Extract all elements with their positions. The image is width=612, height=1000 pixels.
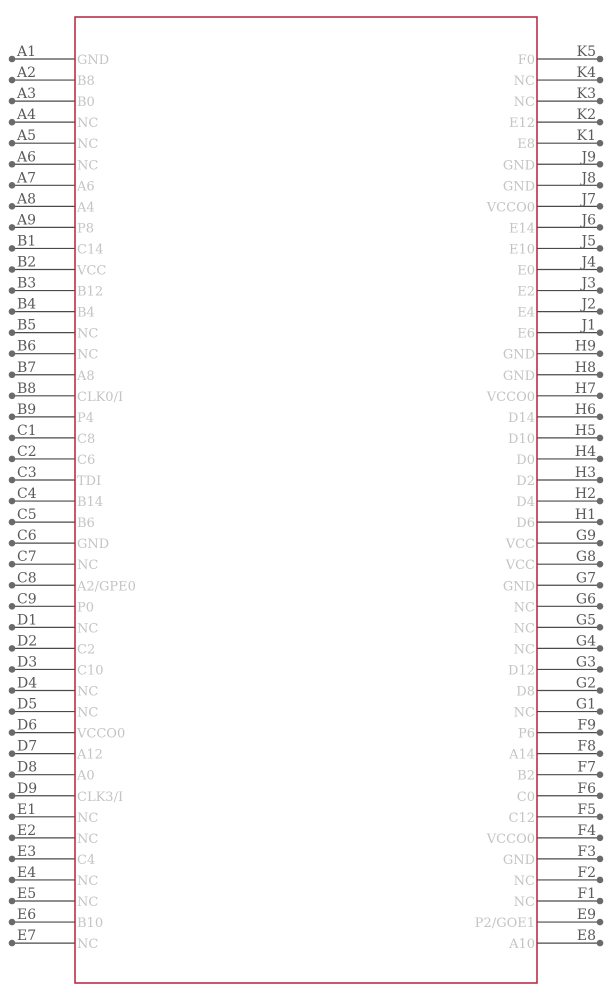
pin-name: VCC [505, 558, 535, 574]
pin-number: A9 [17, 212, 37, 229]
left-pin-column [9, 44, 136, 952]
pin-number: K3 [576, 86, 596, 103]
pin-number: C2 [17, 443, 37, 460]
pin-name: P2/GOE1 [474, 916, 535, 932]
pin-number: J6 [581, 212, 596, 229]
pin-name: C12 [508, 810, 535, 826]
pin-number: B3 [17, 275, 37, 292]
pin-number: B1 [17, 233, 37, 250]
pin-name: NC [513, 600, 535, 616]
pin-number: D1 [17, 612, 38, 629]
pin-endpoint [9, 687, 16, 694]
pin-name: D12 [508, 663, 535, 679]
pin-endpoint [9, 771, 16, 778]
pin-e7 [9, 928, 99, 952]
pin-number: F4 [577, 822, 596, 839]
pin-number: G2 [575, 675, 596, 692]
pin-name: B0 [77, 95, 95, 111]
pin-number: A1 [17, 44, 37, 60]
pin-name: VCC [505, 537, 535, 553]
pin-name: D4 [516, 495, 535, 511]
pin-endpoint [9, 266, 16, 273]
pin-endpoint [597, 835, 604, 842]
pin-endpoint [9, 203, 16, 210]
pin-name: B8 [77, 74, 95, 90]
pin-name: A8 [77, 368, 95, 384]
pin-name: E6 [517, 326, 535, 342]
pin-name: A2/GPE0 [77, 579, 136, 595]
pin-endpoint [9, 877, 16, 884]
pin-name: NC [77, 558, 99, 574]
pin-endpoint [9, 414, 16, 421]
pin-number: A7 [17, 170, 37, 187]
pin-endpoint [597, 708, 604, 715]
pin-number: E5 [17, 886, 37, 902]
pin-name: NC [77, 895, 99, 910]
pin-name: NC [77, 873, 99, 889]
pin-number: E2 [17, 822, 37, 839]
pin-number: J3 [581, 275, 596, 292]
pin-number: C1 [17, 422, 37, 439]
pin-name: CLK0/I [77, 389, 124, 405]
pin-name: GND [502, 179, 535, 195]
pin-number: F9 [577, 717, 596, 734]
pin-endpoint [9, 456, 16, 463]
pin-number: K2 [576, 107, 596, 124]
pin-endpoint [597, 645, 604, 652]
pin-name: B12 [77, 284, 104, 300]
pin-endpoint [597, 814, 604, 821]
pin-number: B5 [17, 317, 37, 334]
pin-name: P0 [77, 600, 95, 616]
pin-endpoint [9, 77, 16, 84]
pin-number: J8 [581, 170, 596, 187]
pin-number: E3 [17, 843, 37, 860]
pin-number: F1 [577, 886, 596, 902]
pin-name: NC [513, 873, 535, 889]
pin-number: H8 [574, 359, 596, 376]
pin-number: H3 [574, 465, 596, 481]
pin-endpoint [597, 98, 604, 105]
pin-name: VCC [77, 263, 107, 279]
pin-endpoint [597, 792, 604, 799]
pin-name: E2 [517, 284, 535, 300]
pin-name: NC [513, 705, 535, 721]
pin-name: NC [77, 326, 99, 342]
pin-name: VCCO0 [77, 726, 126, 742]
pin-number: A5 [17, 128, 37, 145]
pin-number: G5 [575, 612, 596, 629]
pin-name: B6 [77, 516, 95, 532]
pin-number: B2 [17, 254, 37, 271]
pin-endpoint [597, 435, 604, 442]
pin-endpoint [597, 119, 604, 126]
pin-endpoint [597, 245, 604, 252]
pin-number: B4 [17, 296, 37, 313]
pin-name: C0 [516, 789, 535, 805]
pin-endpoint [9, 498, 16, 505]
pin-endpoint [9, 561, 16, 568]
pin-name: NC [77, 116, 99, 132]
pin-number: F6 [577, 780, 596, 797]
pin-endpoint [9, 519, 16, 526]
pin-number: G7 [575, 570, 596, 587]
pin-endpoint [597, 582, 604, 589]
pin-number: F5 [577, 801, 596, 818]
pin-name: A4 [77, 200, 95, 216]
pin-number: D8 [17, 759, 38, 776]
pin-name: NC [513, 621, 535, 637]
pin-name: C10 [77, 663, 104, 679]
pin-name: P6 [517, 726, 535, 742]
pin-name: GND [502, 347, 535, 363]
pin-endpoint [597, 203, 604, 210]
pin-endpoint [597, 414, 604, 421]
pin-number: F2 [577, 864, 596, 881]
pin-endpoint [597, 603, 604, 610]
pin-endpoint [597, 477, 604, 484]
pin-endpoint [597, 350, 604, 357]
pin-endpoint [597, 56, 604, 63]
pin-number: C4 [17, 486, 37, 503]
pin-number: D2 [17, 633, 38, 650]
pin-endpoint [9, 645, 16, 652]
pin-number: B7 [17, 359, 37, 376]
pin-number: H6 [574, 401, 596, 418]
pin-name: NC [77, 705, 99, 721]
pin-number: E9 [576, 907, 596, 924]
pin-number: A6 [17, 149, 37, 166]
pin-number: K4 [576, 65, 596, 82]
pin-number: A8 [17, 191, 37, 208]
pin-name: B10 [77, 916, 104, 932]
pin-number: A2 [17, 65, 37, 82]
pin-name: CLK3/I [77, 789, 124, 805]
pin-endpoint [597, 940, 604, 947]
pin-endpoint [9, 835, 16, 842]
pin-endpoint [597, 182, 604, 189]
ic-body-outline [75, 17, 537, 983]
pin-number: B8 [17, 380, 37, 397]
pin-number: H1 [574, 507, 596, 524]
pin-number: E7 [17, 928, 37, 945]
pin-name: GND [77, 537, 110, 553]
pin-name: NC [77, 831, 99, 847]
pin-number: F7 [577, 759, 596, 776]
pin-name: C6 [77, 452, 96, 468]
pin-number: D5 [17, 696, 38, 713]
pin-endpoint [597, 498, 604, 505]
pin-endpoint [597, 771, 604, 778]
pin-endpoint [9, 161, 16, 168]
pin-name: GND [502, 368, 535, 384]
pin-endpoint [9, 393, 16, 400]
pin-number: D7 [17, 738, 38, 755]
pin-number: J5 [581, 233, 596, 250]
pin-number: H2 [574, 486, 596, 503]
pin-endpoint [597, 687, 604, 694]
pin-endpoint [597, 456, 604, 463]
pin-endpoint [9, 435, 16, 442]
pin-name: NC [513, 95, 535, 111]
pin-number: K5 [576, 44, 596, 60]
pin-name: GND [502, 158, 535, 174]
pin-name: D2 [516, 474, 535, 489]
pin-endpoint [597, 77, 604, 84]
pin-name: D10 [508, 431, 535, 447]
pin-endpoint [597, 266, 604, 273]
pin-name: GND [77, 53, 110, 68]
pin-number: J2 [581, 296, 596, 313]
pin-endpoint [9, 919, 16, 926]
pin-endpoint [9, 245, 16, 252]
pin-name: NC [77, 137, 99, 153]
pin-endpoint [9, 540, 16, 547]
pin-name: A10 [509, 937, 535, 953]
pin-name: NC [77, 158, 99, 174]
pin-name: E8 [517, 137, 535, 153]
right-pin-column [475, 44, 604, 952]
pin-number: E1 [17, 801, 37, 818]
pin-name: NC [77, 621, 99, 637]
pin-endpoint [9, 140, 16, 147]
pin-endpoint [597, 224, 604, 231]
pin-number: H7 [574, 380, 596, 397]
pin-endpoint [9, 119, 16, 126]
pin-name: A0 [77, 768, 95, 784]
pin-number: G4 [575, 633, 596, 650]
pin-endpoint [597, 329, 604, 336]
pin-name: C14 [77, 242, 104, 258]
pin-number: C5 [17, 507, 37, 524]
pin-endpoint [597, 877, 604, 884]
pin-number: D3 [17, 654, 38, 671]
pin-number: A4 [17, 107, 37, 124]
pin-endpoint [9, 582, 16, 589]
pin-endpoint [9, 814, 16, 821]
pin-endpoint [9, 329, 16, 336]
pin-number: C3 [17, 465, 37, 481]
pin-name: GND [502, 852, 535, 868]
pin-endpoint [9, 898, 16, 905]
pin-endpoint [9, 603, 16, 610]
pin-name: E4 [517, 305, 535, 321]
pin-name: A14 [509, 747, 535, 763]
pin-name: NC [513, 895, 535, 910]
pin-endpoint [9, 477, 16, 484]
pin-number: D4 [17, 675, 38, 692]
pin-endpoint [9, 750, 16, 757]
pin-name: C8 [77, 431, 96, 447]
pin-number: A3 [17, 86, 37, 103]
pin-name: TDI [77, 474, 102, 489]
pin-name: C4 [77, 852, 96, 868]
pin-number: D9 [17, 780, 38, 797]
pin-number: F3 [577, 843, 596, 860]
pin-endpoint [9, 350, 16, 357]
pin-name: VCCO0 [486, 831, 535, 847]
pin-endpoint [597, 856, 604, 863]
pin-endpoint [9, 308, 16, 315]
pin-endpoint [9, 224, 16, 231]
pin-endpoint [9, 666, 16, 673]
pin-number: C6 [17, 528, 37, 545]
pin-name: NC [77, 684, 99, 700]
pin-number: C9 [17, 591, 37, 608]
pin-name: F0 [517, 53, 535, 68]
pin-endpoint [597, 561, 604, 568]
pin-endpoint [597, 519, 604, 526]
pin-endpoint [597, 729, 604, 736]
pin-endpoint [597, 161, 604, 168]
pin-name: D6 [516, 516, 535, 532]
pin-endpoint [597, 666, 604, 673]
pin-endpoint [9, 371, 16, 378]
pin-number: G8 [575, 549, 596, 566]
pin-endpoint [9, 624, 16, 631]
pin-endpoint [597, 371, 604, 378]
pin-number: J1 [581, 317, 596, 334]
pin-name: D8 [516, 684, 535, 700]
pin-name: VCCO0 [486, 389, 535, 405]
pin-name: NC [513, 642, 535, 658]
pin-number: E8 [576, 928, 596, 945]
pin-endpoint [9, 708, 16, 715]
pin-endpoint [9, 856, 16, 863]
pin-number: J9 [581, 149, 596, 166]
pin-name: P8 [77, 221, 95, 237]
pin-number: B6 [17, 338, 37, 355]
pin-name: GND [502, 579, 535, 595]
pin-number: H4 [574, 443, 596, 460]
pin-e8 [508, 928, 603, 952]
pin-number: H5 [574, 422, 596, 439]
pin-endpoint [9, 98, 16, 105]
pin-number: J4 [581, 254, 596, 271]
pin-endpoint [9, 287, 16, 294]
pin-endpoint [597, 308, 604, 315]
pin-endpoint [9, 792, 16, 799]
pin-name: E0 [517, 263, 535, 279]
pin-name: D0 [516, 452, 535, 468]
pin-number: B9 [17, 401, 37, 418]
pin-name: VCCO0 [486, 200, 535, 216]
pin-endpoint [597, 898, 604, 905]
pin-number: E6 [17, 907, 37, 924]
pin-endpoint [9, 940, 16, 947]
pin-endpoint [597, 624, 604, 631]
pin-endpoint [597, 140, 604, 147]
pin-number: H9 [574, 338, 596, 355]
pin-endpoint [597, 750, 604, 757]
pin-number: E4 [17, 864, 37, 881]
pin-number: G6 [575, 591, 596, 608]
pin-endpoint [597, 287, 604, 294]
pin-number: G1 [575, 696, 596, 713]
pin-endpoint [9, 182, 16, 189]
pin-number: C8 [17, 570, 37, 587]
pin-name: NC [77, 810, 99, 826]
pin-name: NC [77, 937, 99, 953]
pin-number: C7 [17, 549, 37, 566]
pin-number: G3 [575, 654, 596, 671]
pin-endpoint [597, 919, 604, 926]
pin-name: A12 [77, 747, 103, 763]
pin-endpoint [597, 540, 604, 547]
pin-name: E12 [508, 116, 535, 132]
pin-name: NC [513, 74, 535, 90]
pin-name: B4 [77, 305, 95, 321]
pin-name: D14 [508, 410, 535, 426]
pin-name: B14 [77, 495, 104, 511]
pin-number: K1 [576, 128, 596, 145]
pin-name: E14 [508, 221, 535, 237]
pin-number: F8 [577, 738, 596, 755]
pin-number: J7 [581, 191, 596, 208]
pin-endpoint [9, 56, 16, 63]
pin-name: NC [77, 347, 99, 363]
pin-name: E10 [508, 242, 535, 258]
pin-name: P4 [77, 410, 95, 426]
pin-name: C2 [77, 642, 96, 658]
pin-number: G9 [575, 528, 596, 545]
pin-endpoint [597, 393, 604, 400]
pin-number: D6 [17, 717, 38, 734]
pin-endpoint [9, 729, 16, 736]
pin-name: A6 [77, 179, 95, 195]
pin-name: B2 [517, 768, 535, 784]
